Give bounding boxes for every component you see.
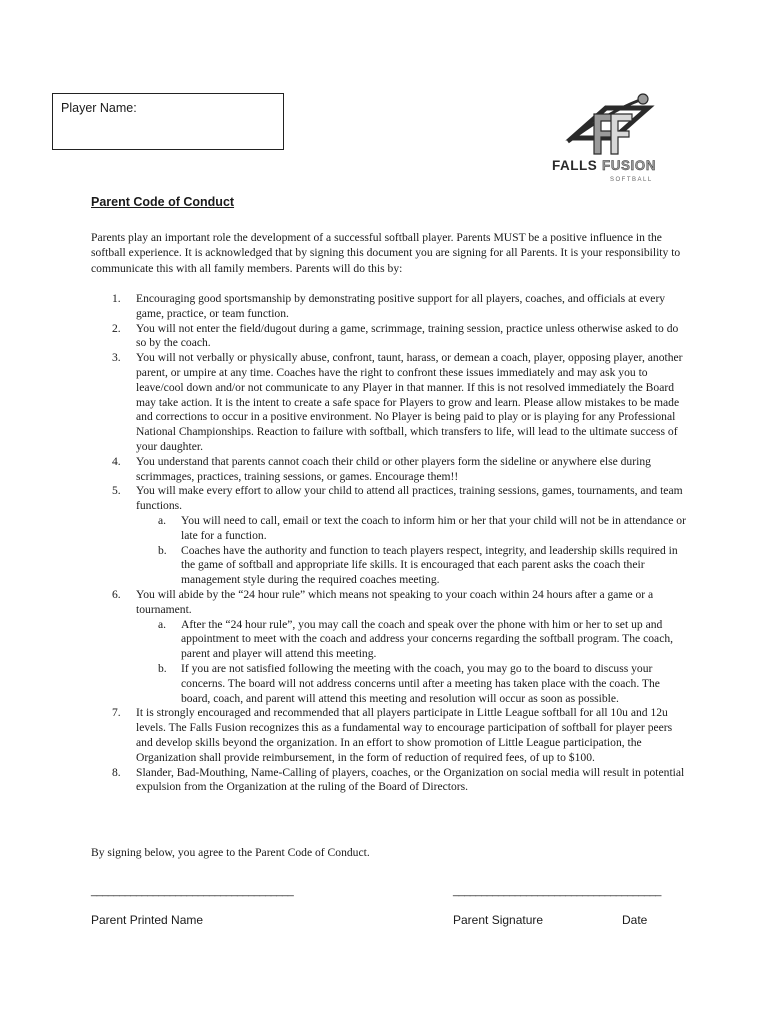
sub-list-text: You will need to call, email or text the coach to inform him or her that your child will not be in attendance or late for a function. (181, 513, 686, 542)
page-title: Parent Code of Conduct (91, 195, 235, 209)
list-number: 1. (112, 292, 121, 305)
list-number: 4. (112, 454, 121, 468)
sub-list-letter: a. (158, 617, 167, 631)
rules-list (91, 292, 691, 795)
sub-list-text: If you are not satisfied following the meeting with the coach, you may go to the board to discuss your concerns. The board will not address concerns until after a meeting has taken place with the coach. The board, coach, and parent will attend this meeting and resolution will occur as soon as possible. (181, 661, 660, 705)
list-text: You understand that parents cannot coach their child or other players form the sideline or anywhere else during scrimmages, practices, training sessions, or games. Encourage them!! (136, 454, 651, 483)
list-text: You will abide by the “24 hour rule” which means not speaking to your coach within 24 hours after a game or a tournament. (136, 587, 654, 616)
sub-list-letter: b. (158, 661, 167, 675)
list-number: 3. (112, 351, 121, 365)
sub-list-item (136, 514, 691, 544)
list-text: You will not enter the field/dugout during a game, scrimmage, training session, practice unless otherwise asked to do so by the coach. (136, 321, 679, 350)
logo-falls-text: FALLS (552, 158, 598, 173)
signature-line[interactable]: _____________________________________ (453, 885, 661, 897)
sub-list-letter: b. (158, 543, 167, 557)
printed-name-line[interactable]: ____________________________________ (91, 885, 294, 897)
list-item (91, 484, 691, 588)
list-text: You will not verbally or physically abuse, confront, taunt, harass, or demean a coach, player, opposing player, another parent, or umpire at any time. Coaches have the right to confront these issues immediately and may ask you to leave/cool down and/or not communicate to any Player in that manner. If this is not resolved immediately the Board may take action. It is the intent to create a safe space for Players to grow and learn. Please allow mistakes to be made and corrections to occur in a positive environment. No Player is being paid to play or is playing for any Professional National Championships. Reaction to failure with softball, which transfers to life, will lead to the ultimate success of your daughter. (136, 351, 683, 453)
list-item (91, 588, 691, 706)
date-label: Date (622, 913, 648, 927)
logo-softball-text: SOFTBALL (610, 177, 653, 183)
logo-fusion-text: FUSION (602, 158, 657, 173)
list-text: It is strongly encouraged and recommended that all players participate in Little League softball for all 10u and 12u levels. The Falls Fusion recognizes this as a fundamental way to encourage participation of softball for player peers and develop skills beyond the organization. In an effort to show promotion of Little League participation, the Organization shall provide reimbursement, in the form of reduction of required fees, of up to $100. (136, 706, 673, 764)
list-text: Slander, Bad-Mouthing, Name-Calling of players, coaches, or the Organization on social media will result in potential expulsion from the Organization at the ruling of the Board of Directors. (136, 765, 685, 794)
sub-list-item (136, 544, 691, 588)
list-number: 2. (112, 321, 121, 335)
sub-list-item (136, 618, 691, 662)
list-number: 6. (112, 587, 121, 601)
list-text: Encouraging good sportsmanship by demonstrating positive support for all players, coaches, and officials at every game, practice, or team function. (136, 292, 666, 320)
printed-name-label: Parent Printed Name (91, 913, 204, 927)
list-item (91, 766, 691, 796)
list-number: 7. (112, 706, 121, 720)
list-number: 8. (112, 765, 121, 779)
player-name-label: Player Name: (61, 101, 137, 115)
signature-label: Parent Signature (453, 913, 544, 927)
list-item (91, 292, 691, 322)
sub-list-letter: a. (158, 513, 167, 527)
ff-monogram-softball-logo (548, 90, 688, 188)
list-item (91, 706, 691, 765)
falls-fusion-logo (548, 90, 688, 188)
intro-paragraph: Parents play an important role the development of a successful softball player. Parents MUST be a positive influence in the softball experience. It is acknowledged that by signing this document you are signing for all Parents. It is your responsibility to communicate this with all family members. Parents will do this by: (91, 231, 681, 275)
list-item (91, 322, 691, 352)
list-text: You will make every effort to allow your child to attend all practices, training sessions, games, tournaments, and team functions. (136, 484, 683, 513)
sub-list-text: Coaches have the authority and function to teach players respect, integrity, and leadership skills required in the game of softball and appropriate life skills. It is encouraged that each parent asks the coach their management style during the required coaches meeting. (181, 543, 678, 587)
list-number: 5. (112, 484, 121, 498)
sub-list-text: After the “24 hour rule”, you may call the coach and speak over the phone with him or her to set up and appointment to meet with the coach and address your concerns regarding the softball program. The coach, parent and player will attend this meeting. (181, 617, 674, 661)
sub-list-item (136, 662, 691, 706)
list-item (91, 351, 691, 455)
list-item (91, 455, 691, 485)
player-name-field[interactable] (52, 93, 284, 150)
agreement-statement: By signing below, you agree to the Parent Code of Conduct. (91, 846, 370, 859)
